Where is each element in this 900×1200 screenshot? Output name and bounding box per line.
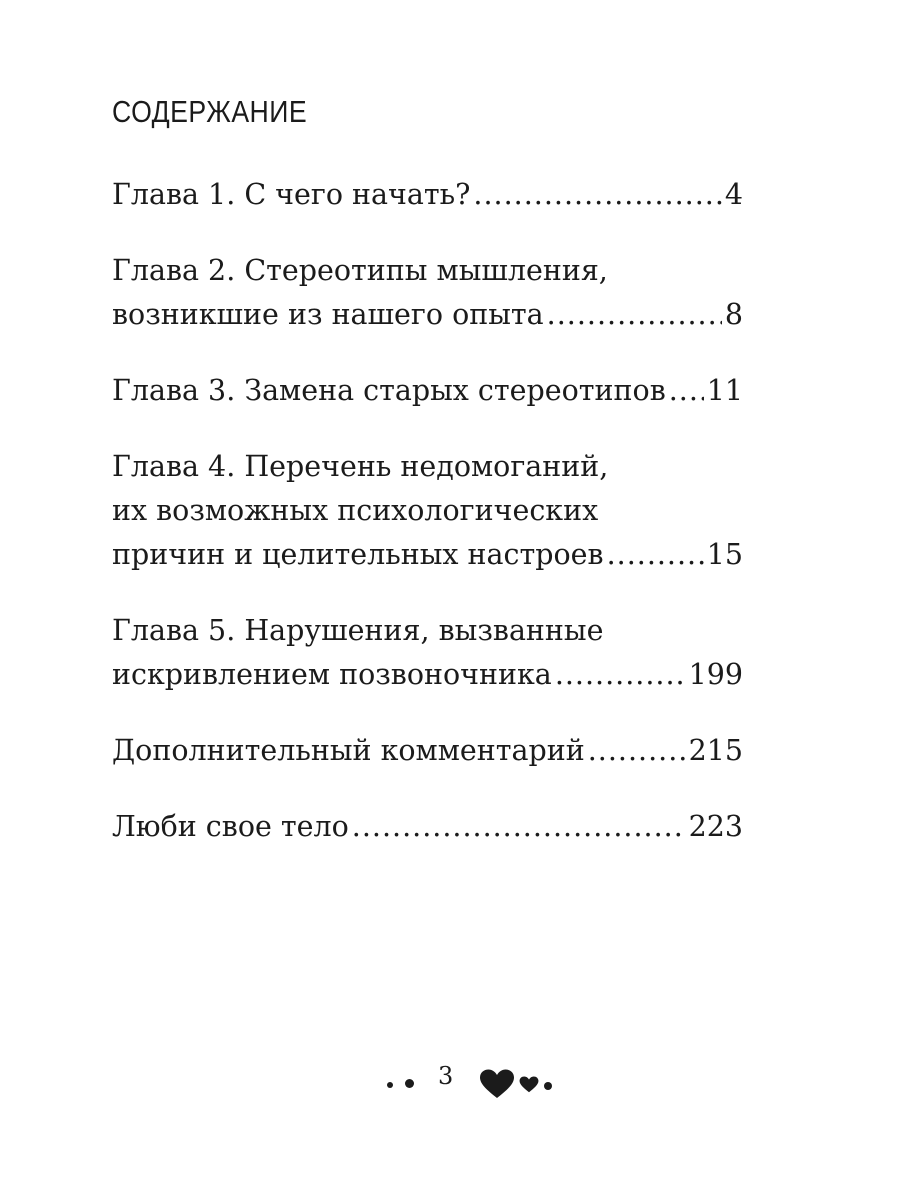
toc-entry-line	[112, 173, 743, 217]
toc-entry-title: возникшие из нашего опыта	[112, 298, 544, 331]
toc-page-number: 223	[688, 810, 743, 843]
toc-page-number: 4	[724, 178, 743, 211]
toc-entry-4	[112, 445, 743, 577]
toc-page-number: 199	[688, 658, 743, 691]
toc-entry-line	[112, 293, 743, 337]
dot-leader	[669, 369, 704, 413]
toc-entry-3	[112, 369, 743, 413]
table-of-contents	[112, 173, 743, 881]
dot-ornament-icon	[387, 1082, 393, 1088]
toc-entry-5	[112, 609, 743, 697]
page-footer	[385, 1062, 565, 1102]
toc-entry-title-line: Глава 4. Перечень недомоганий,	[112, 450, 609, 483]
toc-entry-line	[112, 805, 743, 849]
toc-entry-title-line: их возможных психологических	[112, 494, 599, 527]
dot-leader	[473, 173, 721, 217]
toc-entry-title: искривлением позвоночника	[112, 658, 552, 691]
page-number: 3	[438, 1062, 454, 1090]
dot-leader	[547, 293, 722, 337]
toc-entry-1	[112, 173, 743, 217]
toc-entry-line	[112, 533, 743, 577]
toc-page-number: 11	[706, 374, 743, 407]
dot-leader	[588, 729, 686, 773]
toc-page-number: 8	[724, 298, 743, 331]
heart-icon	[479, 1069, 515, 1099]
toc-entry-title-line: Глава 2. Стереотипы мышления,	[112, 254, 608, 287]
toc-page-number: 215	[688, 734, 743, 767]
toc-entry-line	[112, 653, 743, 697]
toc-entry-title: причин и целительных настроев	[112, 538, 604, 571]
toc-page-number: 15	[706, 538, 743, 571]
small-heart-icon	[519, 1076, 539, 1093]
toc-entry-6	[112, 729, 743, 773]
toc-entry-line	[112, 369, 743, 413]
dot-leader	[352, 805, 686, 849]
toc-entry-7	[112, 805, 743, 849]
dot-leader	[555, 653, 686, 697]
toc-entry-line	[112, 729, 743, 773]
page-title: СОДЕРЖАНИЕ	[112, 94, 308, 129]
toc-entry-title: Глава 3. Замена старых стереотипов	[112, 374, 666, 407]
toc-entry-title-line: Глава 5. Нарушения, вызванные	[112, 614, 604, 647]
toc-entry-title: Дополнительный комментарий	[112, 734, 585, 767]
dot-leader	[607, 533, 704, 577]
toc-entry-2	[112, 249, 743, 337]
dot-ornament-icon	[544, 1082, 552, 1090]
dot-ornament-icon	[405, 1079, 414, 1088]
toc-entry-title: Глава 1. С чего начать?	[112, 178, 471, 211]
toc-entry-title: Люби свое тело	[112, 810, 349, 843]
